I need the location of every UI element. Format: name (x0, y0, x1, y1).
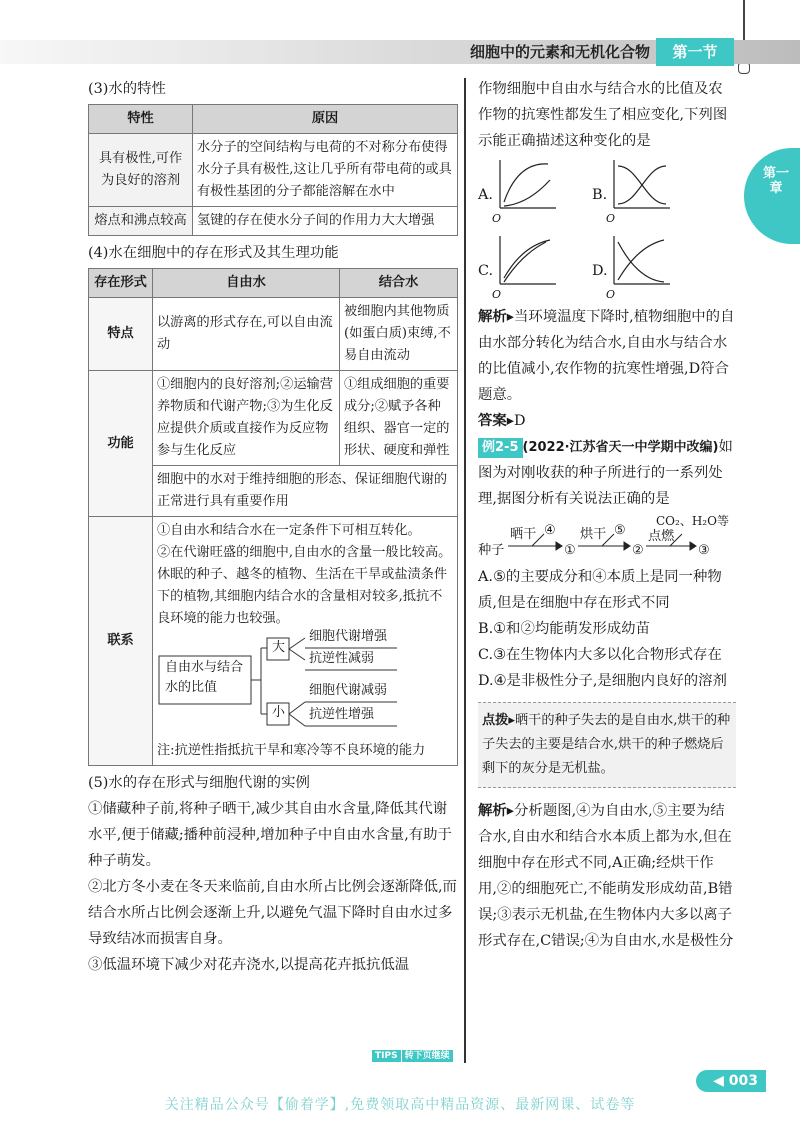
answer-graphs (478, 154, 736, 304)
row-label-link: 联系 (89, 517, 153, 766)
answer-label: 答案 (478, 413, 507, 429)
graph-label-c: C. (478, 263, 494, 279)
page-number: ◀ 003 (696, 1070, 766, 1092)
page-number-text: 003 (728, 1073, 758, 1089)
right-column (478, 76, 736, 954)
link-cell (153, 517, 458, 766)
table-row (89, 207, 458, 236)
tips-badge (372, 1048, 453, 1062)
table2-header-bound: 结合水 (340, 269, 458, 298)
link-note: 注:抗逆性指抵抗干旱和寒冷等不良环境的能力 (157, 743, 426, 758)
table-row (89, 517, 458, 766)
question-continued: 作物细胞中自由水与结合水的比值及农作物的抗寒性都发生了相应变化,下列图示能正确描述这种变化的是 (478, 81, 728, 149)
link-p1: ①自由水和结合水在一定条件下可相互转化。 (157, 523, 421, 538)
column-divider (464, 78, 466, 1063)
section-5-p3: ③低温环境下减少对花卉浇水,以提高花卉抵抗低温 (88, 957, 410, 973)
example-question: 如图为对刚收获的种子所进行的一系列处理,据图分析有关说法正确的是 (478, 439, 733, 507)
flow-c4: ④ (544, 523, 556, 538)
flow-c3: ③ (698, 543, 710, 558)
tips-label: TIPS (372, 1050, 401, 1062)
analysis-label: 解析 (478, 309, 507, 325)
side-tab-label: 第一章 (762, 166, 789, 196)
triangle-icon: ▸ (508, 713, 515, 728)
mind-s1: 细胞代谢减弱 (309, 683, 388, 698)
section-4-title: (4)水在细胞中的存在形式及其生理功能 (88, 245, 339, 261)
section-badge: 第一节 (656, 38, 734, 66)
common-function: 细胞中的水对于维持细胞的形态、保证细胞代谢的正常进行具有重要作用 (153, 466, 458, 517)
origin-b: O (606, 212, 616, 225)
table2-header-form: 存在形式 (89, 269, 153, 298)
answer-text: D (514, 413, 526, 429)
graph-label-d: D. (592, 263, 608, 279)
table1-header-reason: 原因 (193, 105, 458, 134)
section-5-p1: ①储藏种子前,将种子晒干,减少其自由水含量,降低其代谢水平,便于储藏;播种前浸种,增加种子中自由水含量,有助于种子萌发。 (88, 801, 452, 869)
flow-seed: 种子 (478, 543, 505, 558)
example-header (478, 434, 736, 512)
analysis-2-label: 解析 (478, 803, 507, 819)
hint-text: 晒干的种子失去的是自由水,烘干的种子失去的主要是结合水,烘干的种子燃烧后剩下的灰分是无机盐。 (482, 713, 731, 776)
option-b: B.①和②均能萌发形成幼苗 (478, 621, 650, 637)
mind-small: 小 (272, 705, 286, 720)
graph-label-a: A. (478, 187, 493, 203)
section-5-title: (5)水的存在形式与细胞代谢的实例 (88, 775, 310, 791)
flow-c2: ② (632, 543, 644, 558)
flow-burn: 点燃 (648, 529, 675, 544)
link-p2: ②在代谢旺盛的细胞中,自由水的含量一般比较高。休眠的种子、越冬的植物、生活在干旱或盐渍条件下的植物,其细胞内结合水的含量相对较多,抵抗不良环境的能力也较强。 (157, 545, 452, 626)
origin-d: O (606, 288, 616, 301)
page-header (0, 0, 800, 68)
bound-water-function: ①组成细胞的重要成分;②赋予各种组织、器官一定的形状、硬度和弹性 (340, 371, 458, 466)
table2-header-free: 自由水 (153, 269, 340, 298)
table1-reason: 氢键的存在使水分子间的作用力大大增强 (193, 207, 458, 236)
free-water-function: ①细胞内的良好溶剂;②运输营养物质和代谢产物;③为生化反应提供介质或直接作为反应物参与生化反应 (153, 371, 340, 466)
flow-dry2: 烘干 (580, 527, 607, 542)
side-tab (744, 148, 800, 244)
table-row (89, 371, 458, 466)
flow-gas: CO₂、H₂O等 (656, 514, 729, 528)
table-row (89, 134, 458, 207)
water-forms-table (88, 268, 458, 766)
watermark: 关注精品公众号【偷着学】,免费领取高中精品资源、最新网课、试卷等 (164, 1097, 636, 1113)
table1-header-prop: 特性 (89, 105, 193, 134)
analysis-1 (478, 304, 736, 408)
seed-flow-diagram (478, 512, 736, 564)
section-3-title: (3)水的特性 (88, 81, 166, 97)
mind-big: 大 (272, 640, 286, 655)
origin-c: O (492, 288, 502, 301)
hint-box (478, 702, 736, 788)
mind-b1: 细胞代谢增强 (309, 629, 388, 644)
mind-center: 自由水与结合水的比值 (165, 660, 244, 695)
analysis-2 (478, 798, 736, 954)
triangle-icon: ▸ (506, 309, 515, 325)
bound-water-features: 被细胞内其他物质(如蛋白质)束缚,不易自由流动 (340, 298, 458, 371)
analysis-2-text: 分析题图,④为自由水,⑤主要为结合水,自由水和结合水本质上都为水,但在细胞中存在形式不同,A正确;经烘干作用,②的细胞死亡,不能萌发形成幼苗,B错误;③表示无机盐,在生物体内大多以离子形式存在,C错误;④为自由水,水是极性分 (478, 803, 734, 949)
row-label-features: 特点 (89, 298, 153, 371)
mind-b2: 抗逆性减弱 (309, 651, 375, 666)
origin-a: O (492, 212, 502, 225)
answer (478, 408, 736, 434)
table1-prop: 熔点和沸点较高 (89, 207, 193, 236)
triangle-icon: ▸ (506, 413, 515, 429)
section-5-p2: ②北方冬小麦在冬天来临前,自由水所占比例会逐渐降低,而结合水所占比例会逐渐上升,以避免气温下降时自由水过多导致结冰而损害自身。 (88, 879, 457, 947)
flow-c5: ⑤ (614, 523, 626, 538)
example-source: (2022·江苏省天一中学期中改编) (522, 440, 719, 455)
table1-prop: 具有极性,可作为良好的溶剂 (89, 134, 193, 207)
chapter-title: 细胞中的元素和无机化合物 (469, 43, 650, 61)
triangle-icon: ▸ (506, 803, 515, 819)
water-properties-table (88, 104, 458, 236)
mind-s2: 抗逆性增强 (309, 707, 375, 722)
flow-c1: ① (564, 543, 576, 558)
table1-reason: 水分子的空间结构与电荷的不对称分布使得水分子具有极性,这让几乎所有带电荷的或具有极性基团的分子都能溶解在水中 (193, 134, 458, 207)
option-d: D.④是非极性分子,是细胞内良好的溶剂 (478, 673, 727, 689)
analysis-1-text: 当环境温度下降时,植物细胞中的自由水部分转化为结合水,自由水与结合水的比值减小,农作物的抗寒性增强,D符合题意。 (478, 309, 735, 403)
section-5 (88, 770, 458, 978)
option-c: C.③在生物体内大多以化合物形式存在 (478, 647, 722, 663)
row-label-function: 功能 (89, 371, 153, 517)
table-row (89, 298, 458, 371)
flow-dry1: 晒干 (510, 527, 537, 542)
tips-continue: 转下页继续 (402, 1050, 453, 1062)
option-a: A.⑤的主要成分和④本质上是同一种物质,但是在细胞中存在形式不同 (478, 569, 722, 611)
ratio-mind-map (157, 629, 453, 734)
graph-label-b: B. (592, 187, 608, 203)
hint-label: 点拨 (482, 713, 509, 728)
example-badge: 例2-5 (478, 438, 523, 458)
left-column (88, 76, 458, 978)
free-water-features: 以游离的形式存在,可以自由流动 (153, 298, 340, 371)
